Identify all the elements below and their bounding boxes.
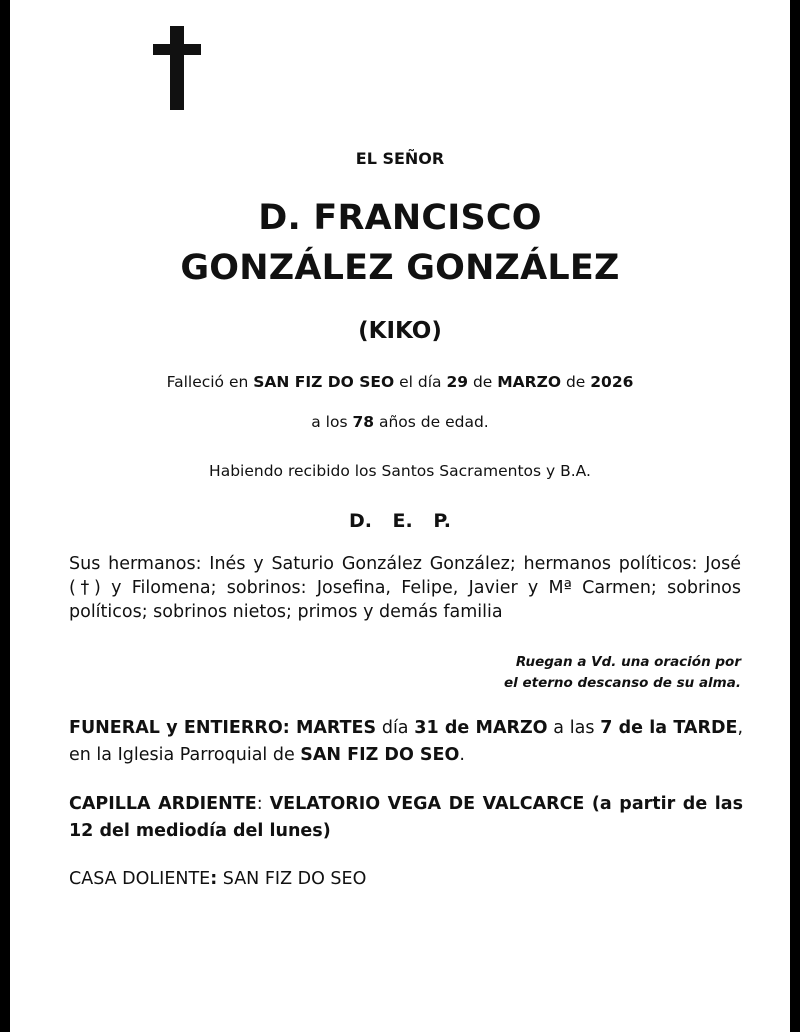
age-info: a los 78 años de edad. (311, 413, 489, 431)
funeral-date: 31 de MARZO (414, 718, 548, 738)
prayer-line-1: Ruegan a Vd. una oración por (515, 654, 741, 670)
death-day: 29 (446, 373, 469, 391)
cross-icon (153, 26, 201, 110)
funeral-place: SAN FIZ DO SEO (300, 745, 460, 765)
death-year: 2026 (590, 373, 634, 391)
funeral-label: FUNERAL y ENTIERRO: MARTES (69, 718, 377, 738)
capilla-value: VELATORIO VEGA DE VALCARCE (a partir de las 12 del mediodía del lunes) (69, 794, 743, 841)
age-value: 78 (352, 413, 375, 431)
capilla-info: CAPILLA ARDIENTE: VELATORIO VEGA DE VALCARCE (a partir de las 12 del mediodía del lunes) (69, 794, 743, 841)
prayer-line-2: el eterno descanso de su alma. (504, 675, 741, 691)
funeral-info: FUNERAL y ENTIERRO: MARTES día 31 de MARZO a las 7 de la TARDE, en la Iglesia Parroquial de SAN FIZ DO SEO. (69, 718, 744, 765)
sacraments: Habiendo recibido los Santos Sacramentos y B.A. (209, 462, 591, 480)
family-text: Sus hermanos: Inés y Saturio González González; hermanos políticos: José (†) y Filomena; sobrinos: Josefina, Felipe, Javier y Mª Carmen; sobrinos políticos; sobrinos nietos; primos y demás familia (69, 554, 741, 622)
capilla-label: CAPILLA ARDIENTE (69, 794, 257, 814)
title: EL SEÑOR (355, 149, 445, 168)
deceased-name (10, 193, 790, 293)
casa-value: SAN FIZ DO SEO (217, 869, 367, 889)
nickname: (KIKO) (358, 318, 442, 344)
dep: D. E. P. (348, 510, 452, 532)
funeral-time: 7 de la TARDE (600, 718, 738, 738)
death-info: Falleció en SAN FIZ DO SEO el día 29 de MARZO de 2026 (166, 373, 634, 391)
casa-doliente: CASA DOLIENTE: SAN FIZ DO SEO (69, 869, 367, 889)
name-line-2: GONZÁLEZ GONZÁLEZ (180, 248, 620, 288)
name-line-1: D. FRANCISCO (258, 198, 542, 238)
death-place: SAN FIZ DO SEO (253, 373, 395, 391)
death-month: MARZO (497, 373, 562, 391)
prayer (341, 652, 741, 694)
casa-label: CASA DOLIENTE (69, 869, 211, 889)
obituary-page (10, 0, 790, 1032)
